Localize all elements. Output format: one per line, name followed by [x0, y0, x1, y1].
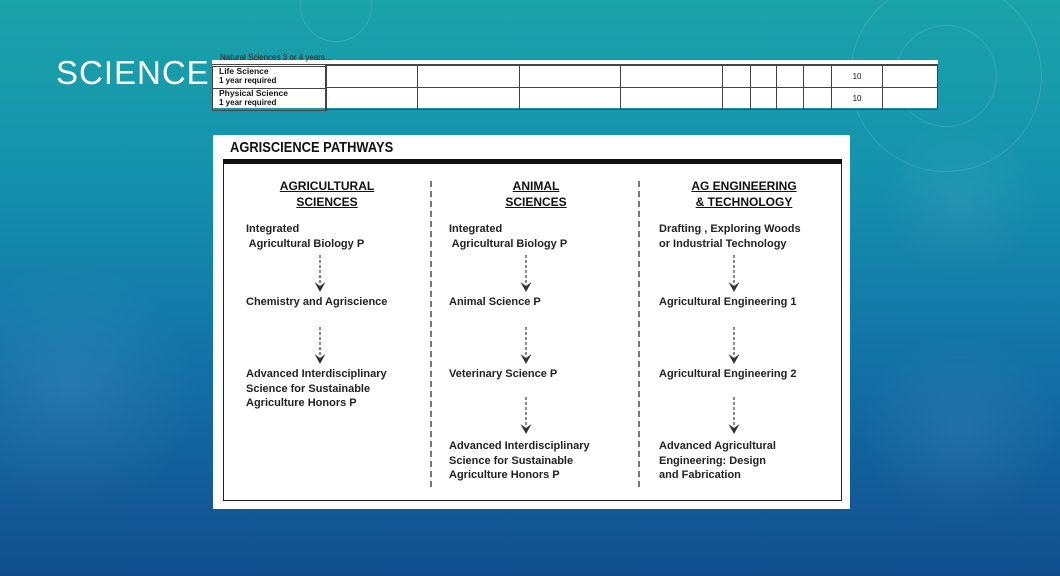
course-cell: Life Science 1 year required: [212, 66, 327, 89]
bokeh-light: [0, 260, 200, 520]
bokeh-light: [880, 120, 1040, 280]
column-divider: [638, 181, 640, 487]
course-box: Drafting , Exploring Woods or Industrial Technology: [659, 223, 801, 250]
course-box: Agricultural Engineering 1: [659, 296, 797, 308]
clipped-row: [212, 53, 938, 65]
clipped-text: Natural Sciences 3 or 4 years...: [220, 53, 332, 62]
course-box: Veterinary Science P: [449, 368, 558, 380]
course-cell: Physical Science 1 year required: [212, 88, 327, 111]
down-arrow-icon: [727, 327, 741, 367]
course-box: Animal Science P: [449, 296, 541, 308]
course-box: Agricultural Engineering 2: [659, 368, 797, 380]
table-row: [212, 88, 938, 110]
down-arrow-icon: [313, 327, 327, 367]
course-box: Advanced Interdisciplinary Science for Sustainable Agriculture Honors P: [449, 440, 590, 481]
course-box: Advanced Agricultural Engineering: Design and Fabrication: [659, 440, 776, 481]
column-divider: [430, 181, 432, 487]
down-arrow-icon: [519, 327, 533, 367]
course-box: Integrated Agricultural Biology P: [449, 223, 568, 250]
down-arrow-icon: [519, 397, 533, 437]
course-box: Integrated Agricultural Biology P: [246, 223, 365, 250]
course-box: Chemistry and Agriscience: [246, 296, 388, 308]
pathways-title: AGRISCIENCE PATHWAYS: [230, 139, 394, 156]
down-arrow-icon: [519, 255, 533, 295]
requirements-grid: [212, 65, 938, 110]
down-arrow-icon: [727, 397, 741, 437]
grade-requirements-table: [212, 53, 938, 108]
down-arrow-icon: [313, 255, 327, 295]
column-heading-agricultural-sciences: AGRICULTURAL SCIENCES: [279, 179, 375, 209]
table-row: [212, 66, 938, 88]
column-heading-animal-sciences: ANIMAL SCIENCES: [505, 179, 567, 209]
credits-cell: 10: [832, 66, 882, 88]
decor-ring: [300, 0, 372, 42]
down-arrow-icon: [727, 255, 741, 295]
agriscience-pathways-figure: [213, 135, 850, 509]
column-heading-ag-engineering: AG ENGINEERING & TECHNOLOGY: [691, 179, 797, 209]
course-box: Advanced Interdisciplinary Science for Sustainable Agriculture Honors P: [246, 368, 387, 409]
bokeh-light: [860, 330, 1060, 530]
credits-cell: 10: [832, 88, 882, 110]
slide-title: SCIENCE: [56, 54, 210, 91]
